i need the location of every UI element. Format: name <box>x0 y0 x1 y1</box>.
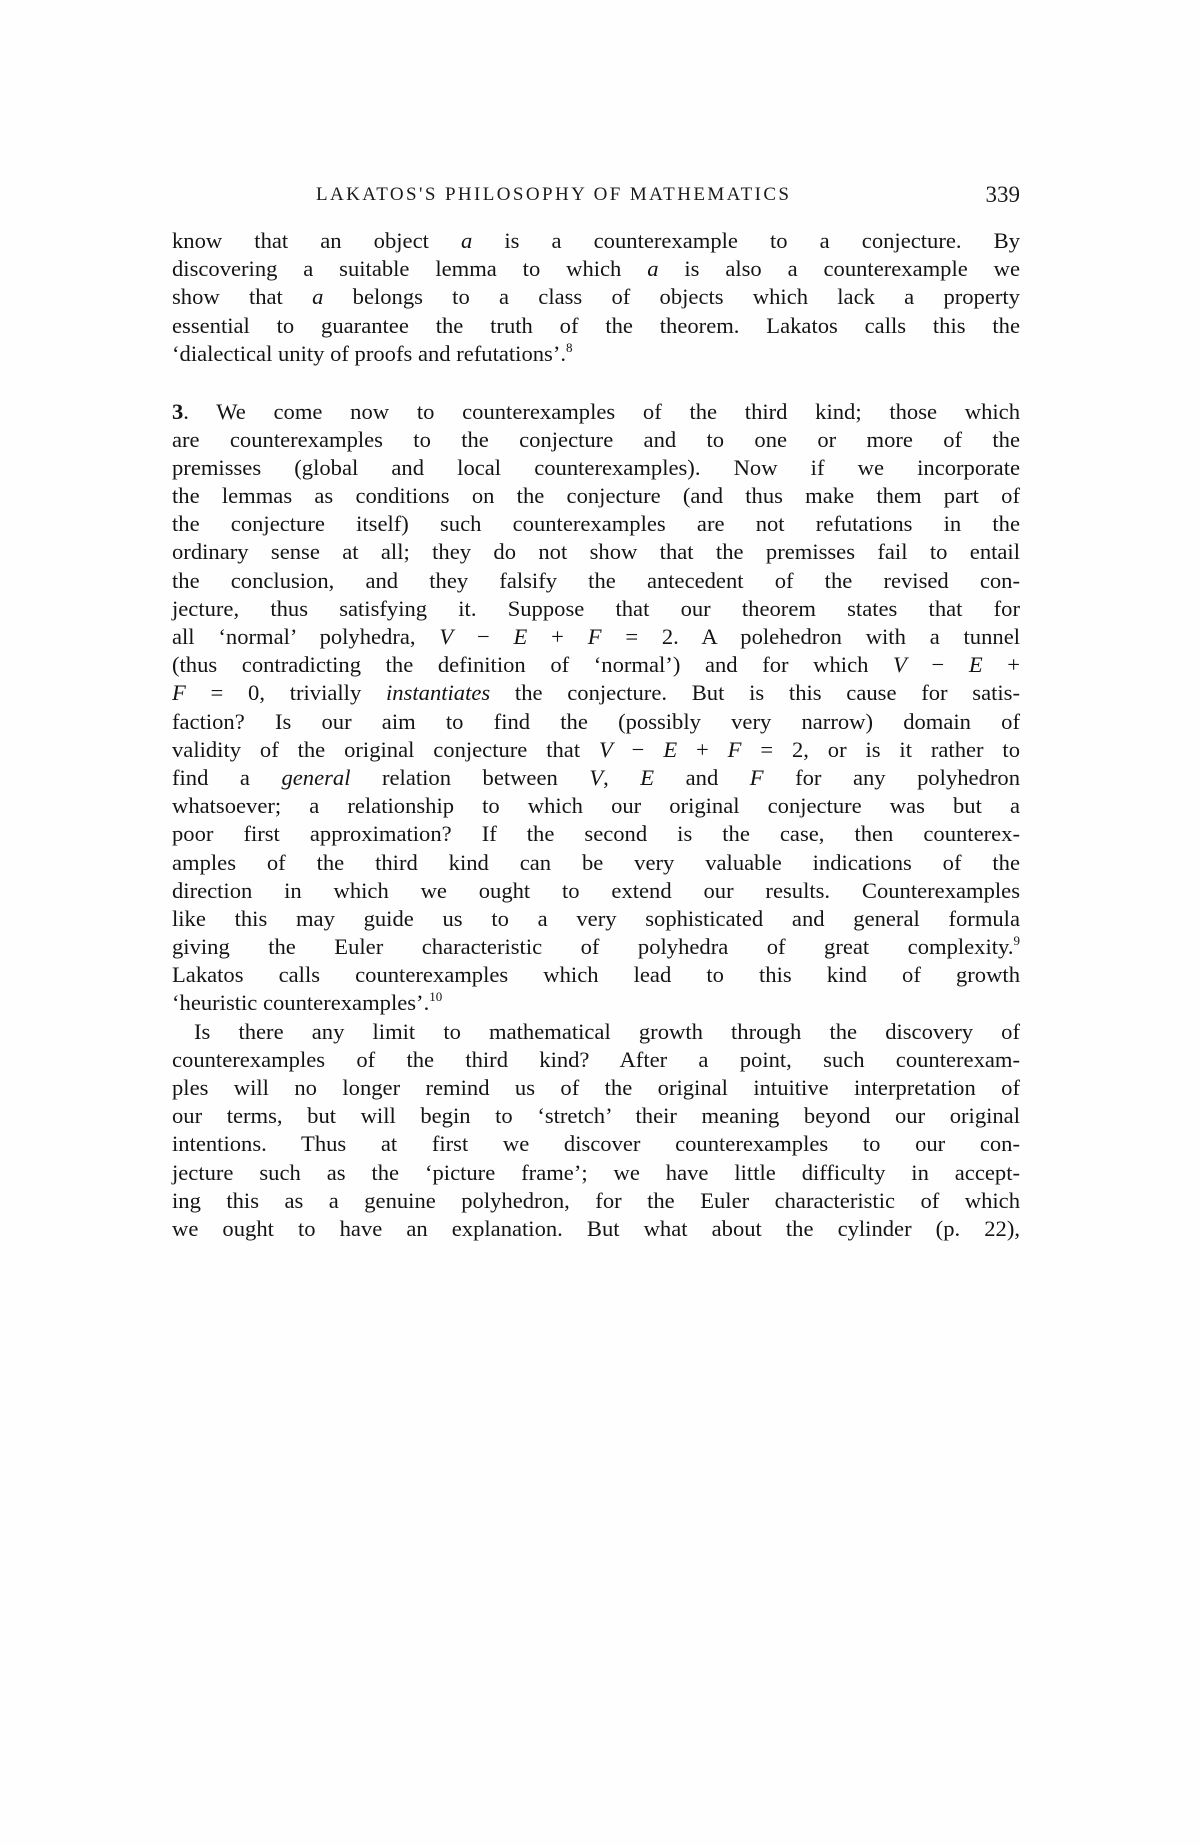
text-run: find a <box>172 764 282 790</box>
text-run: Is there any limit to mathematical growth through the discovery of <box>194 1018 1020 1044</box>
text-run: for any polyhedron <box>763 764 1020 790</box>
text-run: + <box>982 652 1021 678</box>
italic-text: V <box>598 736 613 762</box>
text-run: (thus contradicting the definition of ‘normal’) and for which <box>172 652 894 678</box>
text-run: relation between <box>350 764 590 790</box>
running-head <box>172 180 1020 210</box>
italic-text: E <box>640 764 655 790</box>
italic-text: a <box>647 256 659 282</box>
text-line <box>172 538 1020 566</box>
text-line <box>172 255 1020 283</box>
text-run: ‘heuristic counterexamples’. <box>172 990 430 1016</box>
text-line <box>172 1159 1020 1187</box>
italic-text: V <box>439 624 454 650</box>
text-line <box>172 792 1020 820</box>
italic-text: a <box>312 284 324 310</box>
text-run: validity of the original conjecture that <box>172 736 599 762</box>
text-line <box>172 510 1020 538</box>
running-title: LAKATOS'S PHILOSOPHY OF MATHEMATICS <box>316 184 792 205</box>
text-line <box>172 736 1020 764</box>
text-run: belongs to a class of objects which lack a property <box>323 284 1020 310</box>
italic-text: E <box>513 624 528 650</box>
paragraph <box>172 227 1020 368</box>
page-number: 339 <box>985 182 1020 207</box>
text-line <box>172 398 1020 426</box>
text-run: ing this as a genuine polyhedron, for the Euler characteristic of which <box>172 1187 1020 1213</box>
text-run: all ‘normal’ polyhedra, <box>172 624 440 650</box>
text-run: ordinary sense at all; they do not show that the premisses fail to entail <box>172 539 1020 565</box>
text-line <box>172 877 1020 905</box>
italic-text: a <box>460 228 473 253</box>
text-line <box>172 1130 1020 1158</box>
text-line <box>172 651 1020 679</box>
text-run: and <box>654 764 750 790</box>
text-run: = 2, or is it rather to <box>741 736 1021 762</box>
italic-text: E <box>663 736 678 762</box>
section-number: 3 <box>172 398 184 424</box>
footnote-marker: 9 <box>1013 933 1020 949</box>
text-line <box>172 454 1020 482</box>
text-line <box>172 340 1020 368</box>
text-run: the conjecture itself) such counterexamples are not refutations in the <box>172 511 1020 537</box>
text-run: know that an object <box>172 228 461 253</box>
text-run: are counterexamples to the conjecture and to one or more of the <box>172 426 1020 452</box>
text-run: the lemmas as conditions on the conjecture (and thus make them part of <box>172 483 1020 509</box>
text-line <box>172 595 1020 623</box>
text-run: whatsoever; a relationship to which our original conjecture was but a <box>172 793 1020 819</box>
text-line <box>172 623 1020 651</box>
text-run: ‘dialectical unity of proofs and refutations’. <box>172 340 567 366</box>
body-text <box>172 227 1020 1243</box>
italic-text: instantiates <box>386 680 491 706</box>
text-run: . We come now to counterexamples of the third kind; those which <box>183 398 1020 424</box>
paragraph <box>172 1018 1020 1244</box>
text-run: intentions. Thus at first we discover counterexamples to our con- <box>172 1131 1020 1157</box>
text-line <box>172 1102 1020 1130</box>
text-run: faction? Is our aim to find the (possibly very narrow) domain of <box>172 708 1020 734</box>
text-line <box>172 679 1020 707</box>
text-run: we ought to have an explanation. But what about the cylinder (p. 22), <box>172 1215 1020 1241</box>
text-run: like this may guide us to a very sophisticated and general formula <box>172 905 1020 931</box>
text-line <box>172 933 1020 961</box>
text-run: jecture, thus satisfying it. Suppose that our theorem states that for <box>172 595 1020 621</box>
text-run: giving the Euler characteristic of polyhedra of great complexity. <box>172 934 1014 960</box>
text-run: = 0, trivially <box>185 680 386 706</box>
text-run: + <box>527 624 588 650</box>
italic-text: general <box>281 764 351 790</box>
text-run: = 2. A polehedron with a tunnel <box>601 624 1020 650</box>
text-line <box>172 905 1020 933</box>
italic-text: F <box>587 624 602 650</box>
text-run: discovering a suitable lemma to which <box>172 256 648 282</box>
text-run: premisses (global and local counterexamples). Now if we incorporate <box>172 454 1020 480</box>
text-line <box>172 1018 1020 1046</box>
text-run: − <box>612 736 664 762</box>
text-line <box>172 989 1020 1017</box>
text-run: our terms, but will begin to ‘stretch’ their meaning beyond our original <box>172 1103 1020 1129</box>
text-run: the conjecture. But is this cause for satis- <box>490 680 1020 706</box>
italic-text: F <box>172 680 186 706</box>
paragraph-gap <box>172 368 1020 398</box>
italic-text: V <box>893 652 907 678</box>
text-line <box>172 764 1020 792</box>
footnote-marker: 10 <box>429 989 443 1005</box>
text-run: − <box>906 652 969 678</box>
text-line <box>172 312 1020 340</box>
italic-text: V <box>589 764 604 790</box>
text-run: jecture such as the ‘picture frame’; we have little difficulty in accept- <box>172 1159 1020 1185</box>
text-line <box>172 708 1020 736</box>
text-run: the conclusion, and they falsify the antecedent of the revised con- <box>172 567 1020 593</box>
italic-text: E <box>968 652 983 678</box>
italic-text: F <box>749 764 764 790</box>
text-line <box>172 482 1020 510</box>
text-run: − <box>453 624 514 650</box>
text-run: Lakatos calls counterexamples which lead to this kind of growth <box>172 962 1020 988</box>
text-line <box>172 283 1020 311</box>
text-line <box>172 1074 1020 1102</box>
text-line <box>172 849 1020 877</box>
text-line <box>172 227 1020 255</box>
text-run: essential to guarantee the truth of the theorem. Lakatos calls this the <box>172 312 1020 338</box>
text-line <box>172 820 1020 848</box>
text-run: + <box>677 736 728 762</box>
text-line <box>172 1187 1020 1215</box>
text-line <box>172 1046 1020 1074</box>
text-run: show that <box>172 284 313 310</box>
text-run: amples of the third kind can be very valuable indications of the <box>172 849 1020 875</box>
footnote-marker: 8 <box>566 339 573 355</box>
text-run: , <box>603 764 641 790</box>
text-run: direction in which we ought to extend our results. Counterexamples <box>172 877 1020 903</box>
text-line <box>172 961 1020 989</box>
italic-text: F <box>727 736 742 762</box>
text-line <box>172 567 1020 595</box>
text-run: counterexamples of the third kind? After a point, such counterexam- <box>172 1046 1020 1072</box>
text-line <box>172 1215 1020 1243</box>
text-run: is also a counterexample we <box>658 256 1020 282</box>
text-run: is a counterexample to a conjecture. By <box>472 228 1020 253</box>
text-run: poor first approximation? If the second is the case, then counterex- <box>172 821 1020 847</box>
paragraph <box>172 398 1020 1018</box>
text-run: ples will no longer remind us of the original intuitive interpretation of <box>172 1075 1020 1101</box>
text-line <box>172 426 1020 454</box>
